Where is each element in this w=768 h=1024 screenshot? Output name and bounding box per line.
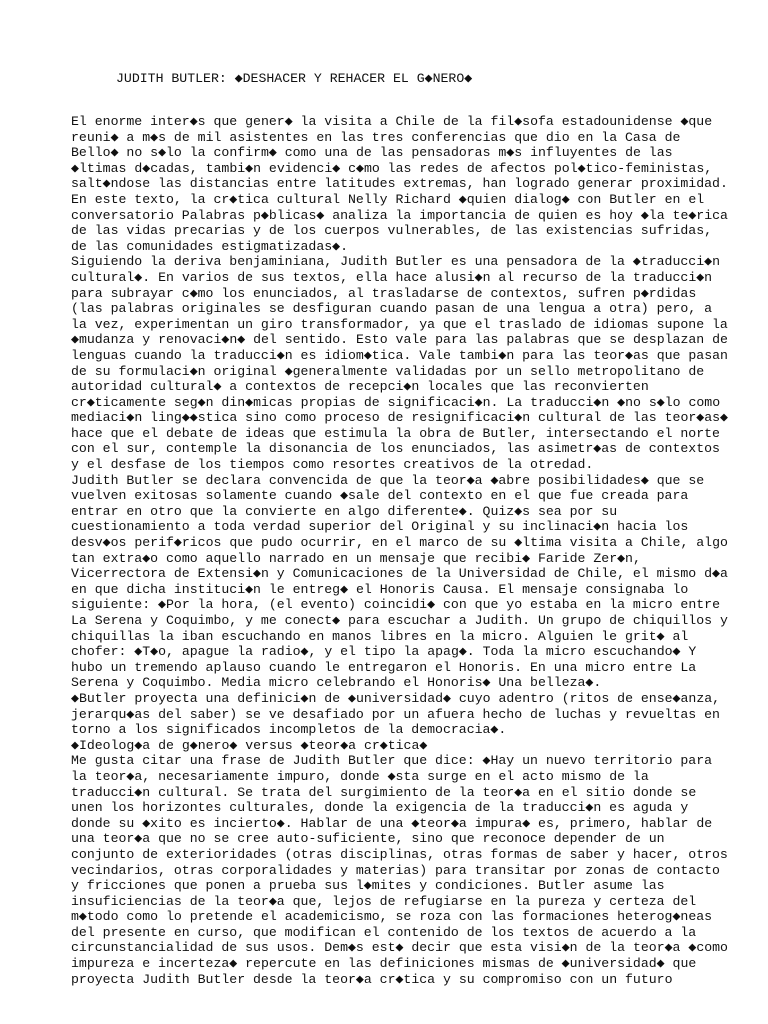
text-line: entrar en otro que la convierte en algo diferente◆. Quiz◆s sea por su [71, 503, 618, 519]
text-line: conjunto de exterioridades (otras disciplinas, otras formas de saber y hacer, otros [71, 846, 728, 862]
text-line: y fricciones que ponen a prueba sus l◆mites y condiciones. Butler asume las [71, 878, 665, 894]
text-line: hubo un tremendo aplauso cuando le entregaron el Honoris. En una micro entre La [71, 659, 697, 675]
text-line: ◆Butler proyecta una definici◆n de ◆universidad◆ cuyo adentro (ritos de ense◆anza, [71, 690, 721, 706]
text-line: Bello◆ no s◆lo la confirm◆ como una de las pensadoras m◆s influyentes de las [71, 145, 673, 161]
text-line: unen los horizontes culturales, donde la exigencia de la traducci◆n es aguda y [71, 800, 689, 816]
text-line: donde su ◆xito es incierto◆. Hablar de una ◆teor◆a impura◆ es, primero, hablar de [71, 815, 713, 831]
text-line: torno a los significados incompletos de la democracia◆. [71, 722, 507, 738]
text-line: cuestionamiento a toda verdad superior del Original y su inclinaci◆n hacia los [71, 519, 689, 535]
text-line: Vicerrectora de Extensi◆n y Comunicaciones de la Universidad de Chile, el mismo d◆a [71, 566, 728, 582]
text-line: la vez, experimentan un giro transformador, ya que el traslado de idiomas supone la [71, 316, 728, 332]
text-line: hace que el debate de ideas que estimula la obra de Butler, intersectando el norte [71, 425, 720, 441]
document-title: JUDITH BUTLER: ◆DESHACER Y REHACER EL G◆NERO◆ [116, 71, 473, 86]
text-line: Me gusta citar una frase de Judith Butler que dice: ◆Hay un nuevo territorio para [71, 753, 713, 769]
document-body [71, 114, 728, 987]
text-line: chiquillas la iban escuchando en manos libres en la micro. Alguien le grit◆ al [71, 628, 689, 644]
text-line: En este texto, la cr◆tica cultural Nelly Richard ◆quien dialog◆ con Butler en el [71, 191, 705, 207]
text-line: una teor◆a que no se cree auto-suficiente, sino que reconoce depender de un [71, 831, 665, 847]
text-line: salt◆ndose las distancias entre latitudes extremas, han logrado generar proximidad. [71, 176, 728, 192]
text-line: mediaci◆n ling◆◆stica sino como proceso de resignificaci◆n cultural de las teor◆as◆ [71, 410, 728, 426]
text-line: vecindarios, otras corporalidades y materias) para transitar por zonas de contacto [71, 862, 720, 878]
text-line: Serena y Coquimbo. Media micro celebrando el Honoris◆ Una belleza◆. [71, 675, 602, 691]
text-line: reuni◆ a m◆s de mil asistentes en las tres conferencias que dio en la Casa de [71, 129, 681, 145]
text-line: tan extra◆o como aquello narrado en un mensaje que recibi◆ Faride Zer◆n, [71, 550, 641, 566]
text-line: vuelven exitosas solamente cuando ◆sale del contexto en el que fue creada para [71, 488, 689, 504]
text-line: la teor◆a, necesariamente impuro, donde ◆sta surge en el acto mismo de la [71, 768, 649, 784]
text-line: insuficiencias de la teor◆a que, lejos de refugiarse en la pureza y certeza del [71, 893, 697, 909]
text-line: para subrayar c◆mo los enunciados, al trasladarse de contextos, sufren p◆rdidas [71, 285, 697, 301]
text-line: ◆Ideolog◆a de g◆nero◆ versus ◆teor◆a cr◆tica◆ [71, 737, 428, 753]
text-line: cr◆ticamente seg◆n din◆micas propias de significaci◆n. La traducci◆n ◆no s◆lo como [71, 394, 721, 410]
text-line: de las vidas precarias y de los cuerpos vulnerables, de las existencias sufridas, [71, 223, 713, 239]
text-line: siguiente: ◆Por la hora, (el evento) coincidi◆ con que yo estaba en la micro entre [71, 597, 720, 613]
text-line: conversatorio Palabras p◆blicas◆ analiza la importancia de quien es hoy ◆la te◆rica [71, 207, 728, 223]
text-line: (las palabras originales se desfiguran cuando pasan de una lengua a otra) pero, a [71, 301, 713, 317]
text-line: m◆todo como lo pretende el academicismo, se roza con las formaciones heterog◆neas [71, 909, 713, 925]
text-line: ◆mudanza y renovaci◆n◆ del sentido. Esto vale para las palabras que se desplazan de [71, 332, 728, 348]
text-line: proyecta Judith Butler desde la teor◆a cr◆tica y su compromiso con un futuro [71, 971, 673, 987]
text-line: con el sur, contemple la disonancia de los enunciados, las asimetr◆as de contextos [71, 441, 720, 457]
text-line: Siguiendo la deriva benjaminiana, Judith Butler es una pensadora de la ◆traducci◆n [71, 254, 720, 270]
text-line: Judith Butler se declara convencida de que la teor◆a ◆abre posibilidades◆ que se [71, 472, 705, 488]
text-line: lenguas cuando la traducci◆n es idiom◆tica. Vale tambi◆n para las teor◆as que pasan [71, 347, 728, 363]
text-line: de las comunidades estigmatizadas◆. [71, 238, 349, 254]
text-line: chofer: ◆T◆o, apague la radio◆, y el tipo la apag◆. Toda la micro escuchando◆ Y [71, 644, 697, 660]
text-line: circunstancialidad de sus usos. Dem◆s est◆ decir que esta visi◆n de la teor◆a ◆como [71, 940, 728, 956]
text-line: desv◆os perif◆ricos que pudo ocurrir, en el marco de su ◆ltima visita a Chile, algo [71, 535, 728, 551]
text-line: en que dicha instituci◆n le entreg◆ el Honoris Causa. El mensaje consignaba lo [71, 581, 689, 597]
text-line: del presente en curso, que modifican el contenido de los textos de acuerdo a la [71, 924, 697, 940]
text-line: El enorme inter◆s que gener◆ la visita a Chile de la fil◆sofa estadounidense ◆que [71, 114, 713, 129]
text-line: autoridad cultural◆ a contextos de recepci◆n locales que las reconvierten [71, 379, 649, 395]
text-line: traducci◆n cultural. Se trata del surgimiento de la teor◆a en el sitio donde se [71, 784, 697, 800]
text-line: y el desfase de los tiempos como resortes creativos de la otredad. [71, 457, 594, 473]
text-line: cultural◆. En varios de sus textos, ella hace alusi◆n al recurso de la traducci◆n [71, 269, 713, 285]
text-line: impureza e incerteza◆ repercute en las definiciones mismas de ◆universidad◆ que [71, 956, 697, 972]
text-line: jerarqu◆as del saber) se ve desafiado por un afuera hecho de luchas y revueltas en [71, 706, 720, 722]
text-line: ◆ltimas d◆cadas, tambi◆n evidenci◆ c◆mo las redes de afectos pol◆tico-feministas, [71, 160, 713, 176]
text-line: de su formulaci◆n original ◆generalmente validadas por un sello metropolitano de [71, 363, 705, 379]
text-line: La Serena y Coquimbo, y me conect◆ para escuchar a Judith. Un grupo de chiquillos y [71, 613, 728, 628]
